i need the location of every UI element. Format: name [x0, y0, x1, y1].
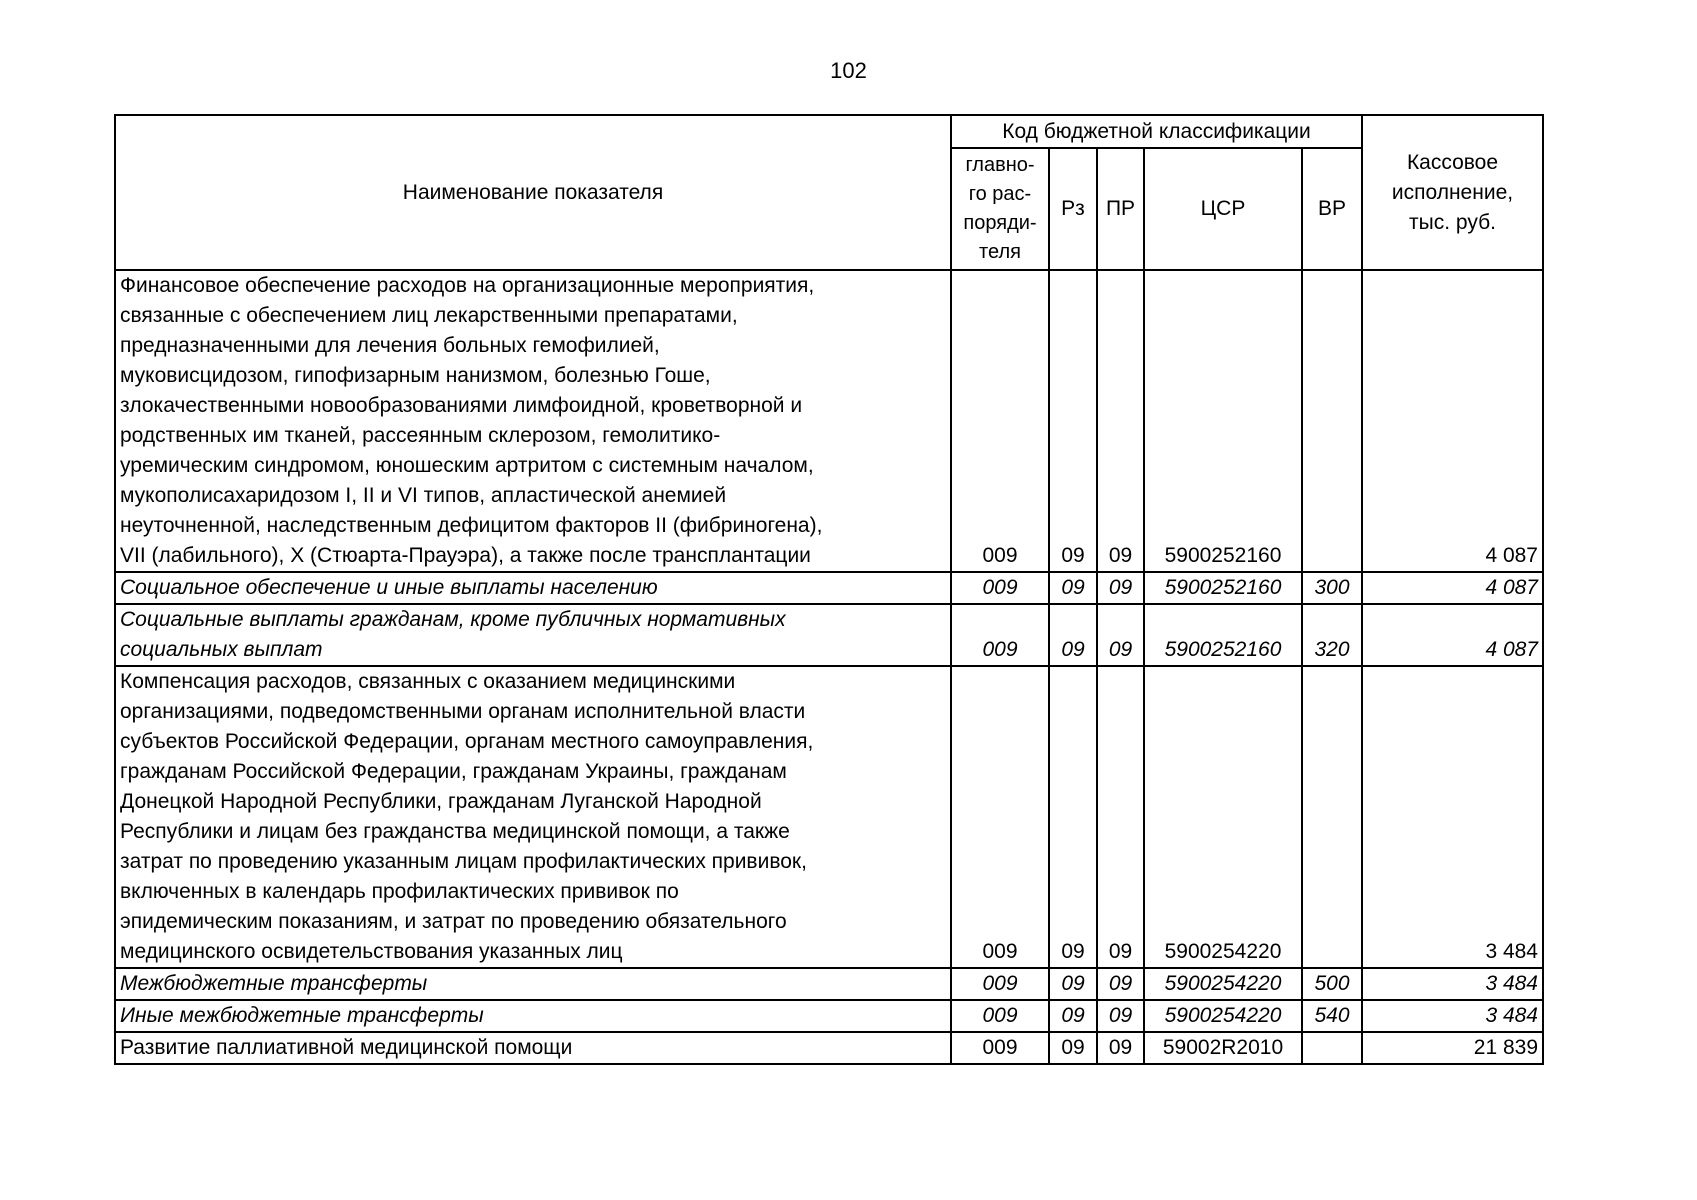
- row-csr: 5900252160: [1144, 604, 1302, 666]
- row-name-line: уремическим синдромом, юношеским артритом с системным началом,: [120, 454, 814, 477]
- row-vr: 320: [1302, 604, 1362, 666]
- row-amount: 3 484: [1362, 1000, 1543, 1032]
- row-name-line: VII (лабильного), X (Стюарта-Прауэра), а также после трансплантации: [120, 544, 811, 567]
- row-amount: 3 484: [1362, 666, 1543, 968]
- header-glavn-line: поряди-: [963, 212, 1037, 234]
- row-name-line: затрат по проведению указанным лицам профилактических прививок,: [120, 850, 807, 873]
- row-vr: 300: [1302, 572, 1362, 604]
- row-name-line: включенных в календарь профилактических прививок по: [120, 880, 679, 903]
- row-vr: 500: [1302, 968, 1362, 1000]
- header-glavn-line: теля: [979, 241, 1021, 263]
- row-name: [115, 572, 951, 604]
- row-csr: 5900254220: [1144, 1000, 1302, 1032]
- table-row: [115, 572, 1543, 604]
- table-body: [115, 270, 1543, 1064]
- header-code-group: Код бюджетной классификации: [951, 115, 1362, 148]
- row-amount: 4 087: [1362, 572, 1543, 604]
- row-csr: 59002R2010: [1144, 1032, 1302, 1064]
- row-name-line: субъектов Российской Федерации, органам местного самоуправления,: [120, 730, 814, 753]
- row-pr: 09: [1097, 968, 1144, 1000]
- row-name-line: мукополисахаридозом I, II и VI типов, апластической анемией: [120, 484, 727, 507]
- row-csr: 5900252160: [1144, 270, 1302, 572]
- row-name-line: Финансовое обеспечение расходов на организационные мероприятия,: [120, 274, 815, 297]
- row-glavn: 009: [951, 604, 1049, 666]
- row-csr: 5900254220: [1144, 968, 1302, 1000]
- row-glavn: 009: [951, 666, 1049, 968]
- row-name-line: злокачественными новообразованиями лимфоидной, кроветворной и: [120, 394, 803, 417]
- row-name-line: неуточненной, наследственным дефицитом факторов II (фибриногена),: [120, 514, 823, 537]
- row-rz: 09: [1049, 604, 1097, 666]
- header-glavn-line: го рас-: [968, 183, 1032, 205]
- row-amount: 4 087: [1362, 604, 1543, 666]
- row-name-line: Иные межбюджетные трансферты: [120, 1004, 484, 1027]
- page-number: 102: [830, 58, 867, 83]
- row-name: [115, 666, 951, 968]
- header-rz: Рз: [1049, 148, 1097, 270]
- row-vr: 540: [1302, 1000, 1362, 1032]
- table-row: [115, 968, 1543, 1000]
- row-glavn: 009: [951, 1000, 1049, 1032]
- header-pr: ПР: [1097, 148, 1144, 270]
- row-glavn: 009: [951, 572, 1049, 604]
- row-glavn: 009: [951, 270, 1049, 572]
- row-vr: [1302, 270, 1362, 572]
- row-pr: 09: [1097, 572, 1144, 604]
- row-name-line: Донецкой Народной Республики, гражданам Луганской Народной: [120, 790, 762, 813]
- row-rz: 09: [1049, 1032, 1097, 1064]
- header-kassa: [1362, 115, 1543, 270]
- row-rz: 09: [1049, 572, 1097, 604]
- header-name: Наименование показателя: [115, 115, 951, 270]
- header-csr: ЦСР: [1144, 148, 1302, 270]
- row-amount: 21 839: [1362, 1032, 1543, 1064]
- table-row: [115, 1000, 1543, 1032]
- row-name-line: Компенсация расходов, связанных с оказанием медицинскими: [120, 670, 736, 693]
- row-rz: 09: [1049, 968, 1097, 1000]
- header-kassa-line: тыс. руб.: [1409, 210, 1496, 234]
- row-vr: [1302, 1032, 1362, 1064]
- row-rz: 09: [1049, 270, 1097, 572]
- header-vr: ВР: [1302, 148, 1362, 270]
- row-name-line: родственных им тканей, рассеянным склерозом, гемолитико-: [120, 424, 721, 447]
- row-name-line: Развитие паллиативной медицинской помощи: [120, 1036, 573, 1059]
- row-name-line: Социальные выплаты гражданам, кроме публичных нормативных: [120, 608, 786, 631]
- row-name-line: организациями, подведомственными органам исполнительной власти: [120, 700, 806, 723]
- header-glavn-line: главно-: [965, 154, 1035, 176]
- table-row: [115, 1032, 1543, 1064]
- row-vr: [1302, 666, 1362, 968]
- row-pr: 09: [1097, 666, 1144, 968]
- budget-table: [114, 114, 1544, 1065]
- table-row: [115, 666, 1543, 968]
- row-csr: 5900254220: [1144, 666, 1302, 968]
- row-glavn: 009: [951, 1032, 1049, 1064]
- table-row: [115, 270, 1543, 572]
- row-name-line: предназначенными для лечения больных гемофилией,: [120, 334, 660, 357]
- row-name: [115, 1000, 951, 1032]
- row-name-line: связанные с обеспечением лиц лекарственными препаратами,: [120, 304, 738, 327]
- row-glavn: 009: [951, 968, 1049, 1000]
- row-rz: 09: [1049, 1000, 1097, 1032]
- row-name: [115, 270, 951, 572]
- header-glavn: [951, 148, 1049, 270]
- row-amount: 3 484: [1362, 968, 1543, 1000]
- row-name: [115, 604, 951, 666]
- row-name-line: Межбюджетные трансферты: [120, 972, 428, 995]
- row-pr: 09: [1097, 1032, 1144, 1064]
- row-amount: 4 087: [1362, 270, 1543, 572]
- row-pr: 09: [1097, 604, 1144, 666]
- row-pr: 09: [1097, 270, 1144, 572]
- row-name: [115, 1032, 951, 1064]
- table-row: [115, 604, 1543, 666]
- row-pr: 09: [1097, 1000, 1144, 1032]
- row-csr: 5900252160: [1144, 572, 1302, 604]
- header-kassa-line: Кассовое: [1406, 150, 1499, 174]
- row-rz: 09: [1049, 666, 1097, 968]
- row-name-line: социальных выплат: [120, 638, 323, 661]
- row-name-line: Республики и лицам без гражданства медицинской помощи, а также: [120, 820, 790, 843]
- row-name: [115, 968, 951, 1000]
- row-name-line: эпидемическим показаниям, и затрат по проведению обязательного: [120, 910, 787, 933]
- row-name-line: Социальное обеспечение и иные выплаты населению: [120, 576, 658, 599]
- row-name-line: медицинского освидетельствования указанных лиц: [120, 940, 623, 963]
- header-kassa-line: исполнение,: [1391, 180, 1514, 204]
- row-name-line: муковисцидозом, гипофизарным нанизмом, болезнью Гоше,: [120, 364, 711, 387]
- row-name-line: гражданам Российской Федерации, гражданам Украины, гражданам: [120, 760, 787, 783]
